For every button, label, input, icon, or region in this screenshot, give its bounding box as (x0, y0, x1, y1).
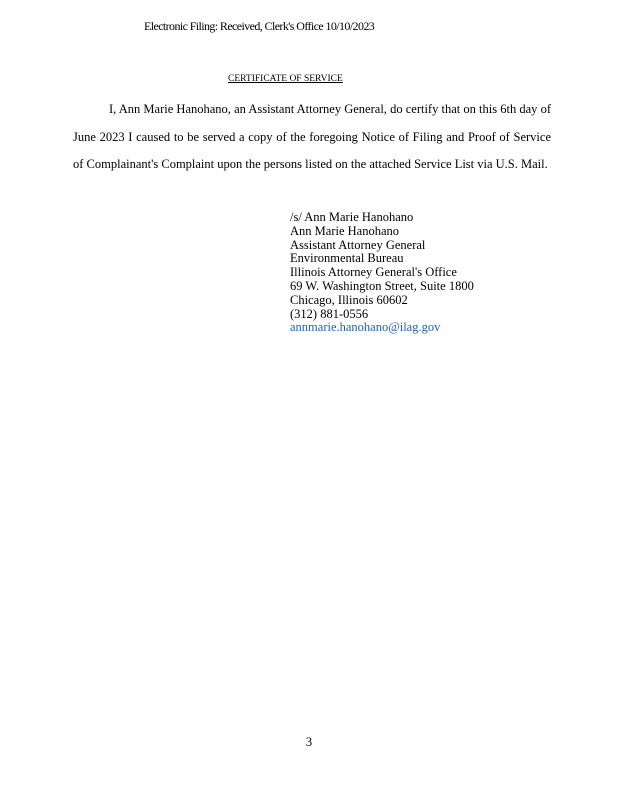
office-street-address: 69 W. Washington Street, Suite 1800 (290, 278, 474, 293)
electronic-filing-stamp: Electronic Filing: Received, Clerk's Office 10/10/2023 (144, 19, 375, 33)
signer-bureau: Environmental Bureau (290, 251, 404, 266)
signer-office: Illinois Attorney General's Office (290, 265, 457, 280)
signature-line: /s/ Ann Marie Hanohano (290, 210, 414, 224)
signature-block (290, 211, 474, 335)
certificate-body-text: I, Ann Marie Hanohano, an Assistant Attorney General, do certify that on this 6th day of June 2023 I caused to be served a copy of the foregoing Notice of Filing and Proof of Service of Complainant's Complaint upon the persons listed on the attached Service List via U.S. Mail. (73, 102, 551, 171)
office-city-state-zip: Chicago, Illinois 60602 (290, 292, 408, 307)
signer-name: Ann Marie Hanohano (290, 223, 399, 238)
signer-phone: (312) 881-0556 (290, 306, 369, 321)
certificate-title: CERTIFICATE OF SERVICE (228, 74, 343, 84)
signer-title: Assistant Attorney General (290, 237, 426, 252)
certificate-body (73, 96, 551, 179)
page-number: 3 (305, 735, 313, 749)
signer-email-link[interactable]: annmarie.hanohano@ilag.gov (290, 320, 441, 335)
